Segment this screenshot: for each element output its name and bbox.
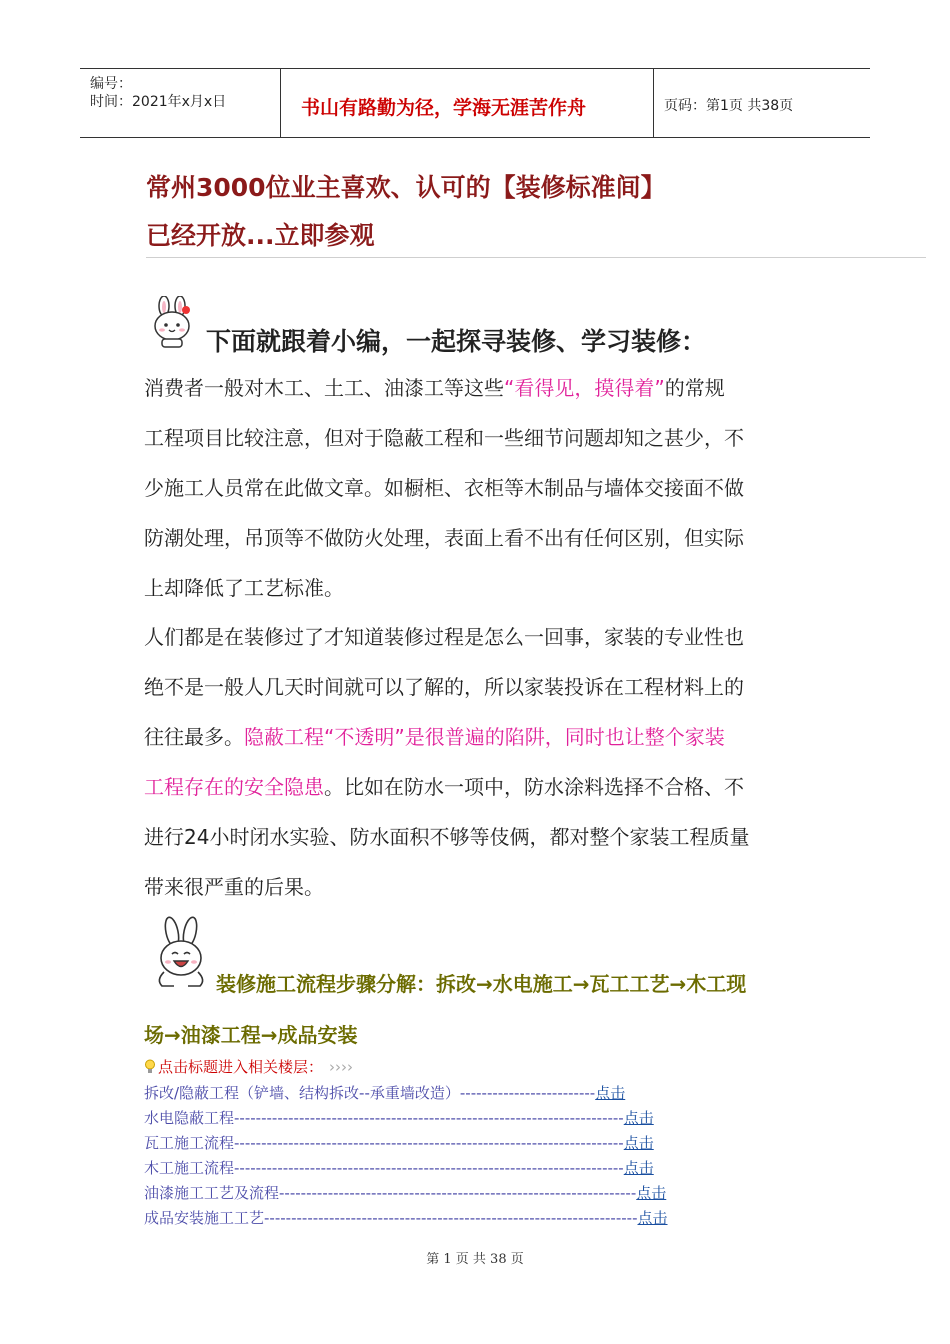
toc-label: 拆改/隐蔽工程（铲墙、结构拆改--承重墙改造）	[144, 1084, 460, 1102]
para2-line1: 人们都是在装修过了才知道装修过程是怎么一回事，家装的专业性也	[144, 625, 744, 649]
para2-line4-b: 。比如在防水一项中，防水涂料选择不合格、不	[324, 775, 744, 799]
toc-item	[144, 1157, 654, 1178]
para2-line4-highlight: 工程存在的安全隐患	[144, 775, 324, 799]
para1-line3: 少施工人员常在此做文章。如橱柜、衣柜等木制品与墙体交接面不做	[144, 476, 744, 500]
toc-leader: -------------------------	[459, 1084, 596, 1102]
toc-item	[144, 1082, 625, 1103]
para2-line3-highlight: 隐蔽工程“不透明”是很普遍的陷阱，同时也让整个家装	[244, 725, 725, 749]
toc-label: 木工施工流程	[144, 1159, 235, 1177]
hint-text: 点击标题进入相关楼层：	[158, 1058, 324, 1076]
title-divider	[146, 257, 926, 258]
para1-line1-a: 消费者一般对木工、土工、油漆工等这些	[144, 376, 504, 400]
toc-link[interactable]: 点击	[595, 1084, 626, 1102]
toc-leader: ------------------------------------------------------------------------	[234, 1159, 624, 1177]
page-title-line2: 已经开放...立即参观	[146, 221, 375, 250]
para2-line4	[144, 771, 744, 800]
toc-link[interactable]: 点击	[636, 1184, 667, 1202]
toc-leader: ------------------------------------------------------------------------	[234, 1134, 624, 1152]
para1-line1-c: 的常规	[664, 376, 725, 400]
para2-line3	[144, 721, 725, 750]
para2-line2: 绝不是一般人几天时间就可以了解的，所以家装投诉在工程材料上的	[144, 675, 744, 699]
page-info: 页码：第1页 共38页	[664, 98, 794, 114]
toc-link[interactable]: 点击	[637, 1209, 668, 1227]
page-footer: 第 1 页 共 38 页	[426, 1252, 524, 1267]
lightbulb-icon	[144, 1059, 156, 1074]
hint-arrows: ››››	[329, 1058, 354, 1076]
bunny-icon	[148, 296, 196, 348]
para1-line2: 工程项目比较注意，但对于隐蔽工程和一些细节问题却知之甚少，不	[144, 426, 744, 450]
process-heading-line2: 场→油漆工程→成品安装	[144, 1023, 358, 1047]
para1-line1-highlight: “看得见，摸得着”	[504, 376, 665, 400]
number-label: 编号：	[90, 76, 132, 92]
toc-leader: ---------------------------------------------------------------------	[264, 1209, 638, 1227]
toc-label: 水电隐蔽工程	[144, 1109, 235, 1127]
para1-line4: 防潮处理，吊顶等不做防火处理，表面上看不出有任何区别，但实际	[144, 526, 744, 550]
toc-link[interactable]: 点击	[623, 1109, 654, 1127]
para1-line1	[144, 372, 725, 401]
intro-heading: 下面就跟着小编，一起探寻装修、学习装修：	[206, 327, 707, 356]
toc-item	[144, 1107, 654, 1128]
header-page-cell	[654, 69, 870, 137]
para2-line5: 进行24小时闭水实验、防水面积不够等伎俩，都对整个家装工程质量	[144, 825, 750, 849]
time-label: 时间：2021年x月x日	[90, 94, 227, 110]
process-heading-line1: 装修施工流程步骤分解：拆改→水电施工→瓦工工艺→木工现	[216, 972, 747, 996]
para2-line6: 带来很严重的后果。	[144, 875, 324, 899]
laughing-bunny-icon	[152, 916, 210, 990]
motto-text: 书山有路勤为径，学海无涯苦作舟	[301, 97, 587, 119]
toc-label: 瓦工施工流程	[144, 1134, 235, 1152]
para1-line5: 上却降低了工艺标准。	[144, 576, 344, 600]
header-table	[80, 68, 870, 138]
toc-label: 油漆施工工艺及流程	[144, 1184, 280, 1202]
toc-leader: ------------------------------------------------------------------	[279, 1184, 637, 1202]
toc-link[interactable]: 点击	[623, 1134, 654, 1152]
hint-row	[144, 1056, 353, 1077]
page-title-line1: 常州3000位业主喜欢、认可的【装修标准间】	[146, 173, 666, 202]
toc-label: 成品安装施工工艺	[144, 1209, 265, 1227]
para2-line3-a: 往往最多。	[144, 725, 244, 749]
header-motto-cell	[281, 69, 654, 137]
toc-link[interactable]: 点击	[623, 1159, 654, 1177]
toc-item	[144, 1207, 668, 1228]
toc-item	[144, 1132, 654, 1153]
toc-leader: ------------------------------------------------------------------------	[234, 1109, 624, 1127]
header-meta-cell	[80, 69, 281, 137]
toc-item	[144, 1182, 666, 1203]
